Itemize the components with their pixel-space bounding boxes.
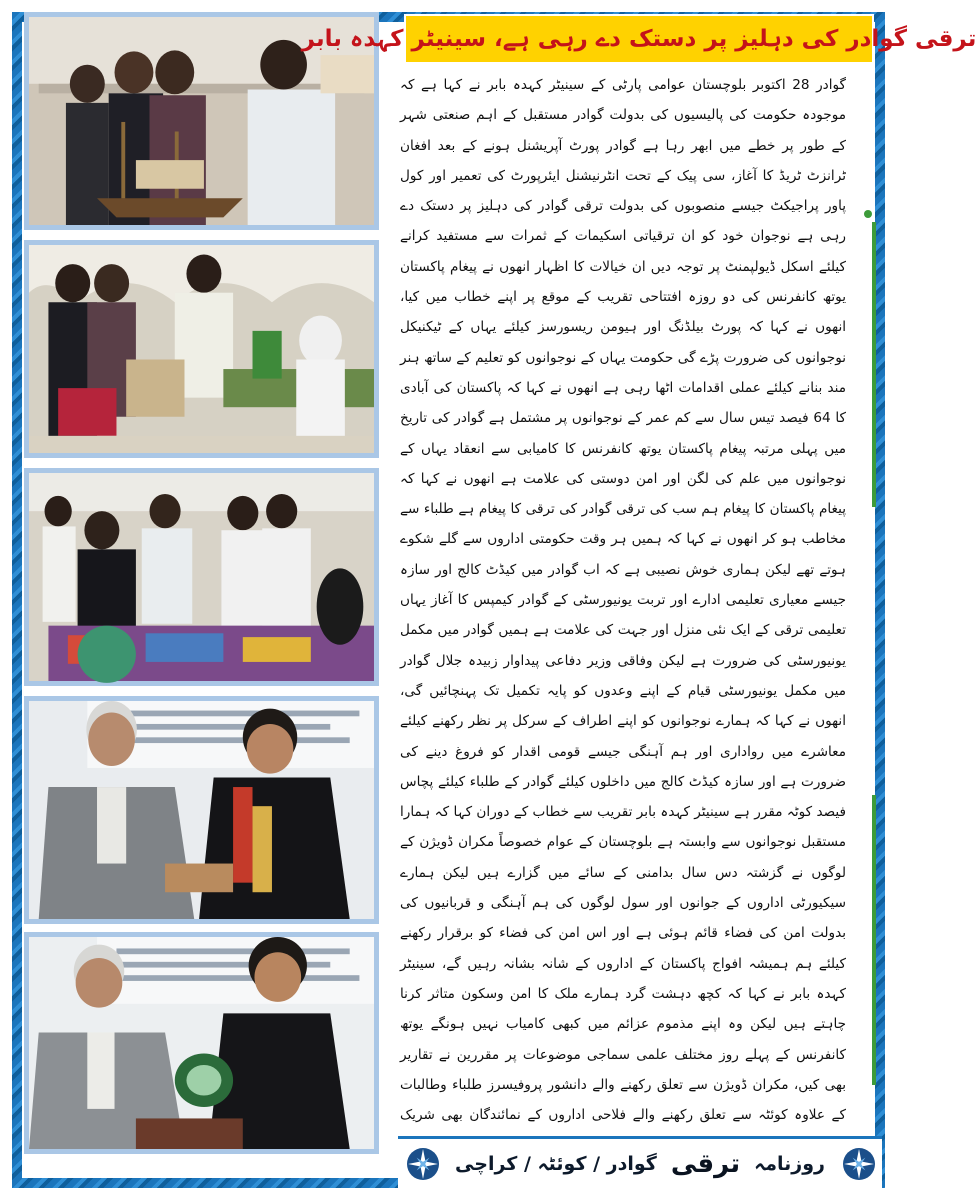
compass-star-icon bbox=[406, 1147, 440, 1181]
accent-line-bottom bbox=[872, 795, 876, 1085]
daily-label: روزنامہ bbox=[754, 1152, 825, 1175]
photo-souvenir-presentation bbox=[24, 932, 379, 1154]
accent-line-top bbox=[872, 222, 876, 507]
photo-shield-presentation bbox=[24, 696, 379, 924]
edition-cities: گوادر / کوئٹہ / کراچی bbox=[455, 1152, 657, 1175]
headline: ترقی گوادر کی دہلیز پر دستک دے رہی ہے، سینیٹر کہدہ بابر bbox=[301, 26, 976, 52]
photo-icon bbox=[29, 473, 374, 681]
photo-handicraft-stall bbox=[24, 240, 379, 458]
photo-embroidery-stall bbox=[24, 468, 379, 686]
accent-dot bbox=[864, 210, 872, 218]
photo-icon bbox=[29, 937, 374, 1149]
paper-name: ترقی bbox=[670, 1148, 741, 1179]
photo-column bbox=[24, 12, 379, 1180]
photo-icon bbox=[29, 701, 374, 919]
photo-icon bbox=[29, 245, 374, 453]
masthead bbox=[448, 1139, 832, 1188]
headline-banner bbox=[301, 14, 976, 64]
footer-masthead bbox=[398, 1136, 882, 1188]
article-text: گوادر 28 اکتوبر بلوچستان عوامی پارٹی کے سینیٹر کہدہ بابر نے کہا ہے کہ موجودہ حکومت کی پالیسیوں کی بدولت گوادر مستقبل کے اہم صنعتی شہر کے طور پر خطے میں ابھر رہا ہے گوادر پورٹ آپریشنل ہونے کے بعد افغان ٹرانزٹ ٹریڈ کا آغاز، سی پیک کے تحت انٹرنیشنل ایئرپورٹ کی تعمیر اور کول پاور پراجیکٹ جیسے منصوبوں کی بدولت ترقی گوادر کی دہلیز پر دستک دے رہی ہے نوجوان خود کو ان ترقیاتی اسکیمات کے ثمرات سے مستفید کرانے کیلئے اسکل ڈیولپمنٹ پر توجہ دیں ان خیالات کا اظہار انھوں نے پیغام پاکستان یوتھ کانفرنس کی دو روزہ افتتاحی تقریب کے موقع پر اپنے خطاب میں کیا، انھوں نے کہا کہ پورٹ بیلڈنگ اور ہیومن ریسورسز کیلئے یہاں کے ٹیکنیکل نوجوانوں کی ضرورت پڑے گی حکومت یہاں کے نوجوانوں کو تعلیم کے ساتھ ہنر مند بنانے کیلئے عملی اقدامات اٹھا رہی ہے انھوں نے کہا کہ پاکستان کی آبادی کا 64 فیصد تیس سال سے کم عمر کے نوجوانوں پر مشتمل ہے گوادر کی تاریخ میں پہلی مرتبہ پیغام پاکستان یوتھ کانفرنس کا کامیابی سے انعقاد یہاں کے نوجوانوں میں علم کی لگن اور امن دوستی کی علامت ہے انھوں نے کہا کہ پیغام پاکستان کا پیغام ہم سب کی ترقی گوادر کی ترقی کا پیغام ہے طلباء سے مخاطب ہو کر انھوں نے کہا کہ ہمیں ہر وقت حکومتی اداروں سے گلے شکوے ہوتے تھے لیکن ہماری خوش نصیبی ہے کہ اب گوادر میں کیڈٹ کالج اور سازہ جیسے معیاری تعلیمی ادارے اور تربت یونیورسٹی کے گوادر کیمپس کا آغاز یہاں تعلیمی ترقی کے ایک نئی منزل اور جہت کی علامت ہے ہمیں گوادر میں مکمل یونیورسٹی کی ضرورت ہے لیکن وفاقی وزیر دفاعی پیداوار زبیدہ جلال گوادر میں مکمل یونیورسٹی قیام کے اپنے وعدوں کو پایہ تکمیل تک پہنچائیں گی، انھوں نے کہا کہ ہمارے نوجوانوں کو اپنے اطراف کے سرکل پر نظر رکھنے کیلئے معاشرے میں رواداری اور ہم آہنگی جیسے قومی اقدار کو فروغ دینے کی ضرورت ہے اور سازہ کیڈٹ کالج میں داخلوں کیلئے گوادر کے طلباء کیلئے پچاس فیصد کوٹہ مقرر ہے سینیٹر کہدہ بابر تقریب سے خطاب کے دوران کہا کہ ہمارا مستقبل نوجوانوں سے وابستہ ہے بلوچستان کے عوام خصوصاً مکران ڈویژن کے لوگوں نے گزشتہ دس سال بدامنی کے سائے میں گزارے ہیں لیکن ہمارے سیکیورٹی اداروں کے جوانوں اور سول لوگوں کی ہم آہنگی و قربانیوں کی بدولت امن کی فضاء قائم ہوئی ہے اور اس امن کی فضاء کو برقرار رکھنے کیلئے ہم ہمیشہ افواج پاکستان کے اداروں کے شانہ بشانہ رہیں گے، سینیٹر کہدہ بابر نے کہا کہ کچھ دہشت گرد ہمارے ملک کا امن وسکون متاثر کرنا چاہتے ہیں لیکن وہ اپنے مذموم عزائم میں کبھی کامیاب نہیں ہونگے یوتھ کانفرنس کے پہلے روز مختلف علمی سماجی موضوعات پر مقررین نے تقاریر بھی کیں، مکران ڈویژن سے تعلق رکھنے والے دانشور پروفیسرز طلباء وطالبات کے علاوہ کوئٹہ سے تعلق رکھنے والے فلاحی اداروں کے نمائندگان بھی شریک bbox=[400, 77, 847, 1124]
article-body bbox=[400, 70, 847, 1124]
compass-star-icon bbox=[842, 1147, 876, 1181]
